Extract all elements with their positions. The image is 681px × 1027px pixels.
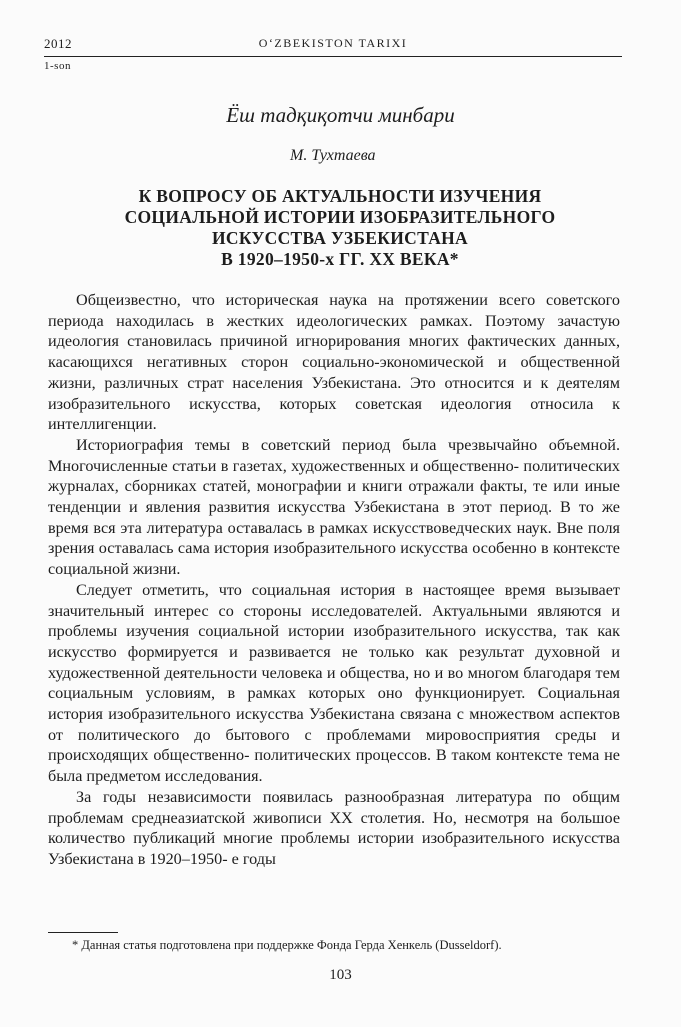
article-title xyxy=(60,186,620,270)
body-paragraph: Историография темы в советский период была чрезвычайно объемной. Многочисленные статьи в газетах, художественных и общественно- политических журналах, сборниках статей, монографии и книги отражали факты, те или иные тенденции и явления развития искусства Узбекистана в этот период. В то же время вся эта литература оставалась в рамках искусствоведческих наук. Вне поля зрения оставалась сама история изобразительного искусства особенно в контексте социальной жизни. xyxy=(48,435,620,579)
body-paragraph: За годы независимости появилась разнообразная литература по общим проблемам среднеазиатской живописи XX столетия. Но, несмотря на большое количество публикаций многие проблемы истории изобразительного искусства Узбекистана в 1920–1950- е годы xyxy=(48,787,620,868)
title-line: СОЦИАЛЬНОЙ ИСТОРИИ ИЗОБРАЗИТЕЛЬНОГО xyxy=(124,207,556,227)
body-paragraph: Следует отметить, что социальная история в настоящее время вызывает значительный интерес со стороны исследователей. Актуальными являются и проблемы изучения социальной истории изобразительного искусства, так как искусство формируется и развивается не только как результат духовной и художественной деятельности человека и общества, но и во многом благодаря тем социальным условиям, в рамках которых оно функционирует. Социальная история изобразительного искусства Узбекистана связана с множеством аспектов от политического до бытового с проблемами мировосприятия среды и происходящих общественно- политических процессов. В таком контексте тема не была предметом исследования. xyxy=(48,580,620,786)
journal-issue: 1-son xyxy=(44,60,71,72)
body-paragraph: Общеизвестно, что историческая наука на протяжении всего советского периода находилась в жестких идеологических рамках. Поэтому зачастую идеология становилась причиной игнорирования многих фактических данных, касающихся негативных сторон социально-экономической и общественной жизни, различных страт населения Узбекистана. Это относится и к деятелям изобразительного искусства, которых советская идеология относила к интеллигенции. xyxy=(48,291,620,434)
title-line: К ВОПРОСУ ОБ АКТУАЛЬНОСТИ ИЗУЧЕНИЯ xyxy=(138,186,542,206)
section-title: Ёш тадқиқотчи минбари xyxy=(226,103,455,127)
title-line: ИСКУССТВА УЗБЕКИСТАНА xyxy=(212,228,468,248)
journal-title: O‘ZBEKISTON TARIXI xyxy=(258,36,408,50)
page-number: 103 xyxy=(329,967,352,983)
author-name: М. Тухтаева xyxy=(290,147,376,164)
footnote: * Данная статья подготовлена при поддержке Фонда Герда Хенкель (Dusseldorf). xyxy=(72,938,502,952)
article-body xyxy=(48,290,620,870)
running-header xyxy=(44,34,622,57)
journal-year: 2012 xyxy=(44,36,72,51)
title-line: В 1920–1950-х ГГ. XX ВЕКА* xyxy=(221,249,459,269)
footnote-divider xyxy=(48,932,118,933)
